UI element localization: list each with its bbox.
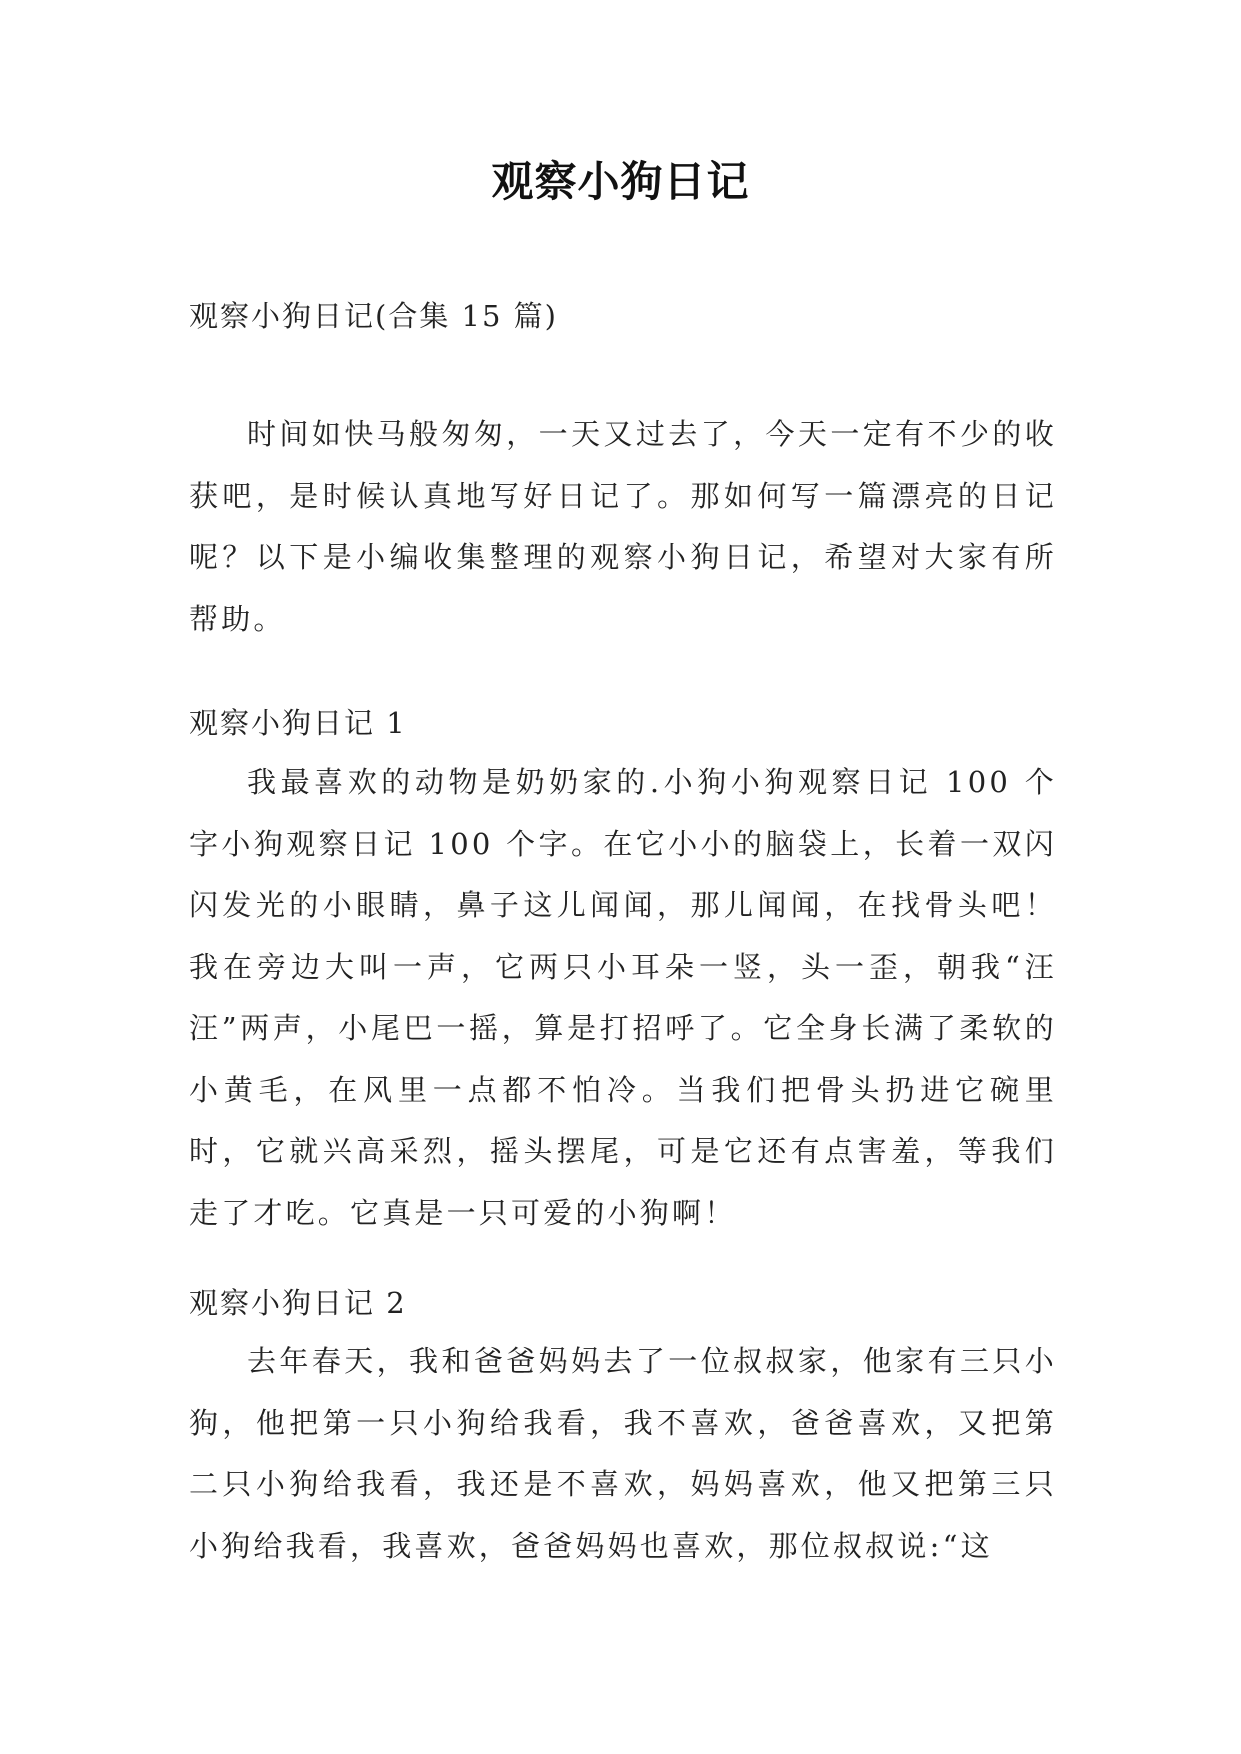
document-subtitle: 观察小狗日记(合集 15 篇) (189, 299, 558, 333)
section-heading-1: 观察小狗日记 1 (189, 706, 407, 740)
section-heading-2: 观察小狗日记 2 (189, 1286, 407, 1320)
intro-paragraph: 时间如快马般匆匆，一天又过去了，今天一定有不少的收获吧，是时候认真地写好日记了。那如何写一篇漂亮的日记呢？以下是小编收集整理的观察小狗日记，希望对大家有所帮助。 (189, 417, 1057, 636)
section-body-1: 我最喜欢的动物是奶奶家的.小狗小狗观察日记 100 个字小狗观察日记 100 个字。在它小小的脑袋上，长着一双闪闪发光的小眼睛，鼻子这儿闻闻，那儿闻闻，在找骨头吧！我在旁边大叫一声，它两只小耳朵一竖，头一歪，朝我“汪汪”两声，小尾巴一摇，算是打招呼了。它全身长满了柔软的小黄毛，在风里一点都不怕冷。当我们把骨头扔进它碗里时，它就兴高采烈，摇头摆尾，可是它还有点害羞，等我们走了才吃。它真是一只可爱的小狗啊！ (189, 765, 1057, 1230)
document-title: 观察小狗日记 (491, 157, 750, 206)
section-body-2: 去年春天，我和爸爸妈妈去了一位叔叔家，他家有三只小狗，他把第一只小狗给我看，我不喜欢，爸爸喜欢，又把第二只小狗给我看，我还是不喜欢，妈妈喜欢，他又把第三只小狗给我看，我喜欢，爸爸妈妈也喜欢，那位叔叔说:“这 (189, 1344, 1057, 1563)
